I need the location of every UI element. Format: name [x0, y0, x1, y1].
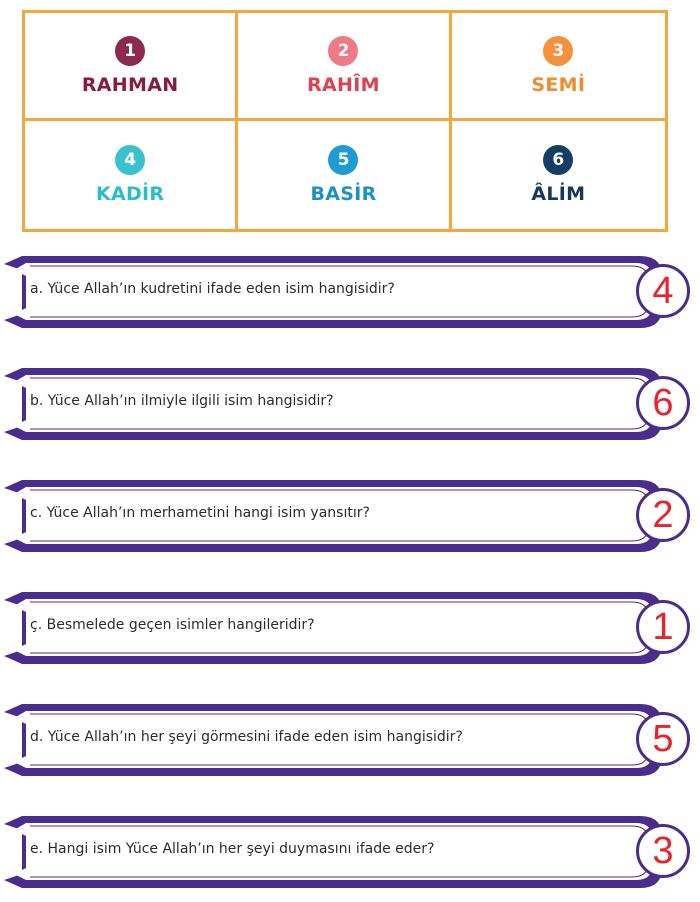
name-label: RAHÎM — [307, 73, 380, 96]
question-text: ç. Besmelede geçen isimler hangileridir? — [30, 617, 315, 633]
name-label: BASİR — [310, 183, 377, 205]
question-row-e — [0, 810, 700, 894]
question-row-b — [0, 362, 700, 446]
question-text: a. Yüce Allah’ın kudretini ifade eden isim hangisidir? — [30, 281, 395, 297]
name-label: ÂLİM — [531, 183, 586, 205]
question-row-c — [0, 474, 700, 558]
number-badge: 4 — [115, 145, 145, 175]
answer-circle[interactable]: 2 — [636, 488, 690, 542]
answer-circle[interactable]: 1 — [636, 600, 690, 654]
question-row-d — [0, 698, 700, 782]
name-label: KADİR — [95, 183, 165, 205]
name-label: RAHMAN — [81, 73, 179, 96]
question-text: c. Yüce Allah’ın merhametini hangi isim yansıtır? — [30, 505, 370, 521]
question-text: b. Yüce Allah’ın ilmiyle ilgili isim hangisidir? — [30, 393, 334, 409]
name-cell-2 — [238, 13, 451, 121]
names-grid — [22, 10, 668, 232]
answer-circle[interactable]: 6 — [636, 376, 690, 430]
number-badge: 1 — [115, 36, 145, 66]
question-row-ç — [0, 586, 700, 670]
number-badge: 6 — [543, 145, 573, 175]
number-badge: 2 — [328, 36, 358, 66]
question-row-a — [0, 250, 700, 334]
answer-circle[interactable]: 3 — [636, 824, 690, 878]
name-cell-5 — [238, 121, 451, 229]
name-cell-1 — [25, 13, 238, 121]
question-text: d. Yüce Allah’ın her şeyi görmesini ifade eden isim hangisidir? — [30, 729, 463, 745]
name-cell-3 — [452, 13, 665, 121]
name-label: SEMİ — [531, 73, 586, 96]
number-badge: 3 — [543, 36, 573, 66]
answer-circle[interactable]: 4 — [636, 264, 690, 318]
question-text: e. Hangi isim Yüce Allah’ın her şeyi duymasını ifade eder? — [30, 841, 435, 857]
number-badge: 5 — [328, 145, 358, 175]
answer-circle[interactable]: 5 — [636, 712, 690, 766]
name-cell-4 — [25, 121, 238, 229]
name-cell-6 — [452, 121, 665, 229]
